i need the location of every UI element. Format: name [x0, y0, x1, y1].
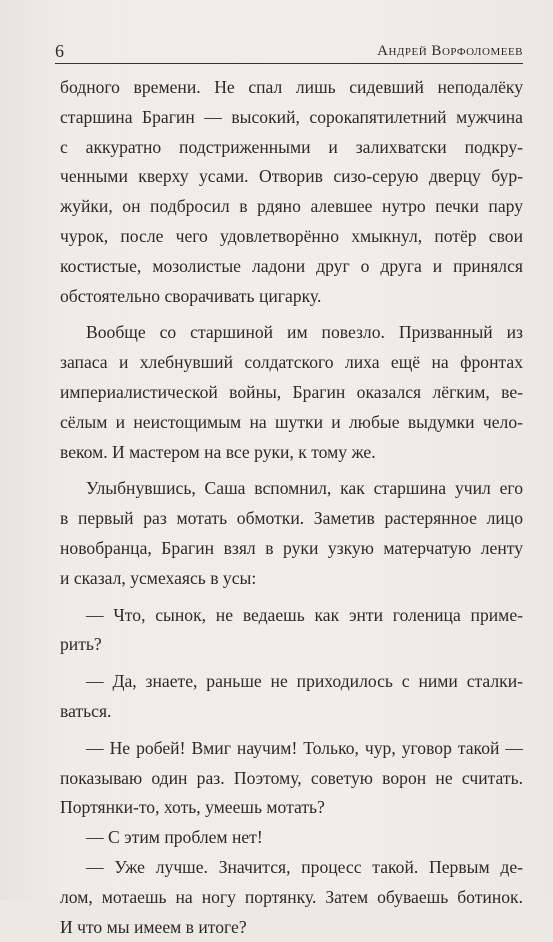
- running-head: [55, 40, 523, 62]
- text-line: старшина Брагин — высокий, сорокапятилетний мужчина: [60, 106, 523, 127]
- text-line: бодного времени. Не спал лишь сидевший неподалёку: [60, 77, 523, 97]
- paragraph: [60, 667, 523, 727]
- text-line: костистые, мозолистые ладони друг о друга и принялся: [60, 255, 523, 276]
- paragraph: [60, 734, 523, 823]
- text-line: в первый раз мотать обмотки. Заметив растерянное лицо: [60, 508, 523, 529]
- text-line: запаса и хлебнувший солдатского лиха ещё на фронтах: [60, 352, 523, 373]
- body-text: [60, 73, 523, 942]
- text-line: чурок, после чего удовлетворённо хмыкнул, потёр свои: [60, 225, 523, 246]
- text-line: — Да, знаете, раньше не приходилось с ними сталки-: [86, 671, 523, 692]
- text-line: — С этим проблем нет!: [86, 827, 263, 848]
- text-line: с аккуратно подстриженными и залихватски подкру-: [60, 136, 523, 157]
- text-line: империалистической войны, Брагин оказался лёгким, ве-: [60, 381, 523, 402]
- text-line: И что мы имеем в итоге?: [60, 916, 247, 937]
- text-line: ваться.: [60, 700, 112, 721]
- author-name: Андрей Ворфоломеев: [377, 43, 523, 59]
- text-line: лом, мотаешь на ногу портянку. Затем обуваешь ботинок.: [60, 886, 523, 907]
- text-line: Улыбнувшись, Саша вспомнил, как старшина учил его: [86, 478, 523, 499]
- paragraph: [60, 474, 523, 593]
- paragraph: [60, 853, 523, 942]
- text-line: — Что, сынок, не ведаешь как энти голеница приме-: [86, 604, 523, 625]
- paragraph: [60, 318, 523, 467]
- paragraph: [60, 73, 523, 311]
- text-line: ченными кверху усами. Отворив сизо-серую дверцу бур-: [60, 166, 523, 187]
- text-line: — Уже лучше. Значится, процесс такой. Первым де-: [86, 856, 523, 877]
- header-rule: [55, 63, 523, 64]
- text-line: Портянки-то, хоть, умеешь мотать?: [60, 797, 325, 818]
- text-line: сёлым и неистощимым на шутки и любые выдумки чело-: [60, 411, 523, 432]
- text-line: рить?: [60, 634, 102, 655]
- paragraph: [60, 601, 523, 661]
- text-line: Вообще со старшиной им повезло. Призванный из: [86, 322, 523, 343]
- text-line: новобранца, Брагин взял в руки узкую матерчатую ленту: [60, 537, 523, 558]
- text-line: показываю один раз. Поэтому, советую ворон не считать.: [60, 767, 523, 788]
- text-line: веком. И мастером на все руки, к тому же.: [60, 441, 376, 462]
- text-line: — Не робей! Вмиг научим! Только, чур, уговор такой —: [86, 737, 523, 758]
- text-line: и сказал, усмехаясь в усы:: [60, 567, 257, 588]
- text-line: жуйки, он подбросил в рдяно алевшее нутро печки пару: [60, 196, 523, 217]
- text-line: обстоятельно сворачивать цигарку.: [60, 285, 322, 306]
- page-number: 6: [55, 41, 64, 61]
- paragraph: [60, 823, 523, 853]
